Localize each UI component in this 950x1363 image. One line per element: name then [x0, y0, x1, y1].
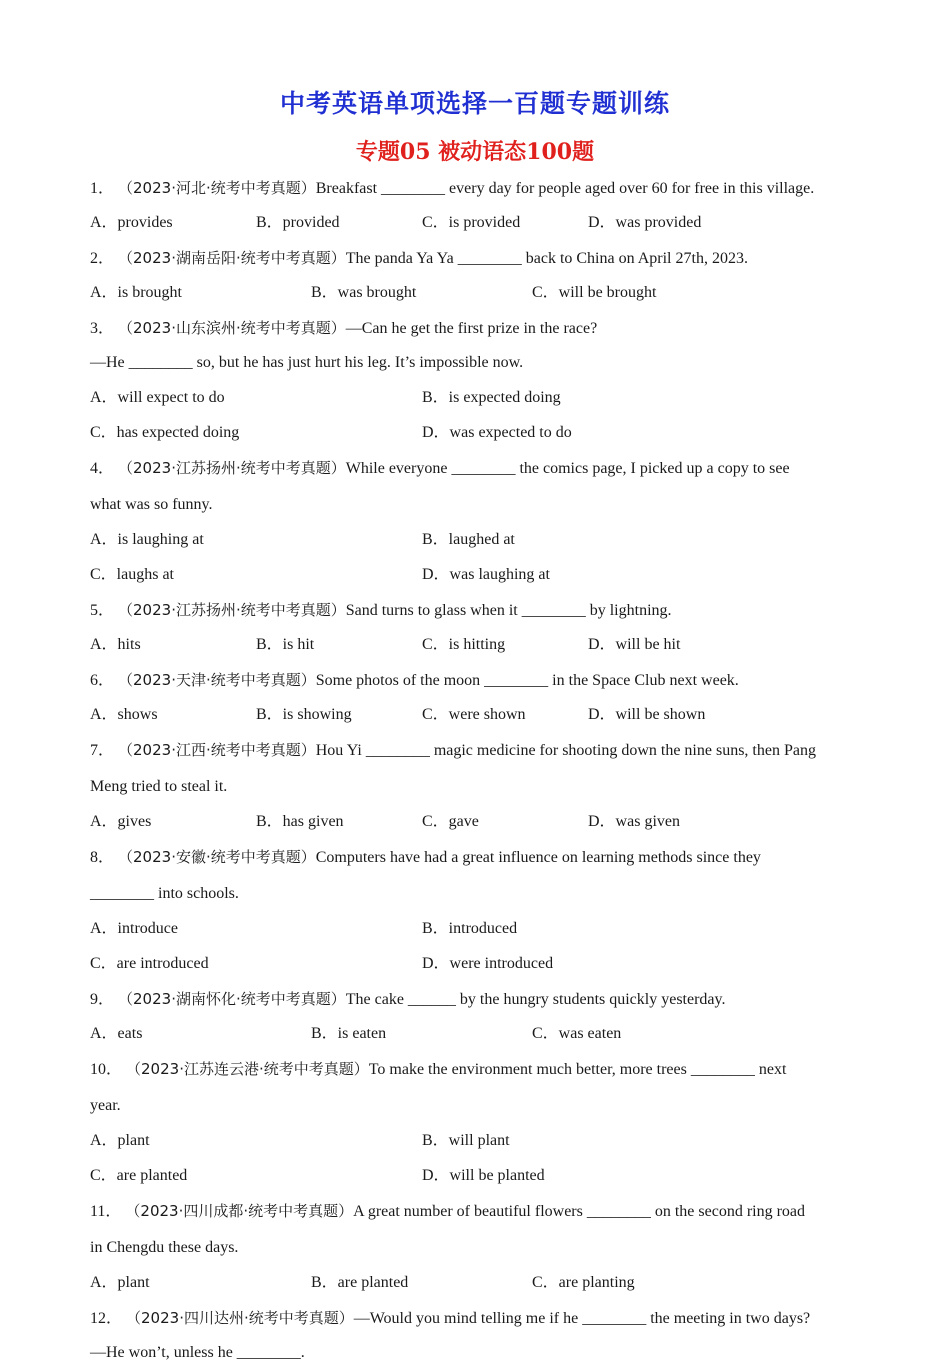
question-number: 4．	[90, 460, 119, 477]
option-a: A．will expect to do	[90, 389, 225, 406]
option-a: A．hits	[90, 636, 141, 653]
option-d: D．was expected to do	[422, 424, 572, 441]
option-b: B．will plant	[422, 1132, 510, 1149]
page-subtitle: 专题05 被动语态100题	[355, 139, 595, 165]
option-a: A．plant	[90, 1274, 150, 1291]
question-text: Some photos of the moon ________ in the Space Club next week.	[315, 672, 739, 689]
question-text: —He ________ so, but he has just hurt his leg. It’s impossible now.	[90, 354, 524, 371]
option-b: B．has given	[256, 813, 344, 830]
option-d: D．will be hit	[588, 636, 681, 653]
question-number: 8．	[90, 849, 119, 866]
question-text: ________ into schools.	[90, 885, 239, 902]
option-b: B．is hit	[256, 636, 315, 653]
page-title: 中考英语单项选择一百题专题训练	[279, 89, 670, 118]
option-c: C．has expected doing	[90, 424, 240, 441]
question-text: —He won’t, unless he ________.	[90, 1344, 305, 1361]
question-text: year.	[90, 1097, 121, 1114]
question-number: 1．	[90, 180, 119, 197]
question-stem	[90, 600, 860, 621]
question-text: Sand turns to glass when it ________ by lightning.	[345, 602, 672, 619]
question-stem-continuation	[90, 1238, 860, 1258]
question-source: （2023·湖南怀化·统考中考真题）	[118, 990, 346, 1008]
option-c: C．will be brought	[532, 284, 657, 301]
option-a: A．eats	[90, 1025, 143, 1042]
question-text: The panda Ya Ya ________ back to China on April 27th, 2023.	[345, 250, 748, 267]
question-stem	[90, 458, 860, 479]
question-source: （2023·天津·统考中考真题）	[118, 671, 316, 689]
option-c: C．is hitting	[422, 636, 506, 653]
option-b: B．provided	[256, 214, 340, 231]
question-stem-continuation	[90, 495, 860, 515]
question-source: （2023·四川成都·统考中考真题）	[125, 1202, 354, 1220]
question-source: （2023·湖南岳阳·统考中考真题）	[118, 249, 346, 267]
question-stem	[90, 740, 860, 761]
option-d: D．was given	[588, 813, 680, 830]
question-source: （2023·江西·统考中考真题）	[118, 741, 316, 759]
option-b: B．are planted	[311, 1274, 409, 1291]
option-c: C．is provided	[422, 214, 521, 231]
question-number: 9．	[90, 991, 119, 1008]
option-c: C．are planted	[90, 1167, 188, 1184]
option-b: B．was brought	[311, 284, 417, 301]
option-c: C．laughs at	[90, 566, 174, 583]
question-stem	[90, 847, 860, 868]
option-a: A．gives	[90, 813, 152, 830]
question-number: 10．	[90, 1061, 127, 1078]
question-number: 2．	[90, 250, 119, 267]
question-text: what was so funny.	[90, 496, 213, 513]
question-stem-continuation	[90, 1096, 860, 1116]
option-a: A．shows	[90, 706, 158, 723]
option-a: A．is laughing at	[90, 531, 204, 548]
option-a: A．provides	[90, 214, 173, 231]
question-source: （2023·河北·统考中考真题）	[118, 179, 316, 197]
question-text: To make the environment much better, more trees ________ next	[368, 1061, 787, 1078]
option-b: B．is eaten	[311, 1025, 387, 1042]
option-c: C．was eaten	[532, 1025, 622, 1042]
option-b: B．introduced	[422, 920, 518, 937]
option-a: A．introduce	[90, 920, 178, 937]
question-stem	[90, 1059, 860, 1080]
question-stem	[90, 178, 860, 199]
question-stem-continuation	[90, 1343, 860, 1363]
question-stem	[90, 989, 860, 1010]
question-text: While everyone ________ the comics page, I picked up a copy to see	[345, 460, 790, 477]
option-b: B．laughed at	[422, 531, 515, 548]
question-source: （2023·江苏扬州·统考中考真题）	[118, 601, 346, 619]
option-d: D．were introduced	[422, 955, 554, 972]
option-d: D．was provided	[588, 214, 702, 231]
option-b: B．is expected doing	[422, 389, 561, 406]
question-text: in Chengdu these days.	[90, 1239, 239, 1256]
question-source: （2023·山东滨州·统考中考真题）	[118, 319, 346, 337]
question-number: 7．	[90, 742, 119, 759]
question-source: （2023·江苏连云港·统考中考真题）	[126, 1060, 369, 1078]
question-text: Hou Yi ________ magic medicine for shooting down the nine suns, then Pang	[315, 742, 816, 759]
question-text: Breakfast ________ every day for people aged over 60 for free in this village.	[315, 180, 815, 197]
option-a: A．plant	[90, 1132, 150, 1149]
question-source: （2023·四川达州·统考中考真题）	[126, 1309, 354, 1327]
question-number: 12．	[90, 1310, 127, 1327]
question-stem-continuation	[90, 884, 860, 904]
option-c: C．gave	[422, 813, 479, 830]
question-text: A great number of beautiful flowers ________ on the second ring road	[353, 1203, 806, 1220]
option-c: C．are introduced	[90, 955, 209, 972]
question-stem-continuation	[90, 353, 860, 373]
question-text: Computers have had a great influence on learning methods since they	[315, 849, 761, 866]
question-text: Meng tried to steal it.	[90, 778, 228, 795]
option-a: A．is brought	[90, 284, 183, 301]
question-stem	[90, 248, 860, 269]
question-number: 6．	[90, 672, 119, 689]
option-b: B．is showing	[256, 706, 352, 723]
option-d: D．will be shown	[588, 706, 706, 723]
question-number: 11．	[90, 1203, 126, 1220]
question-source: （2023·安徽·统考中考真题）	[118, 848, 316, 866]
question-stem	[90, 1201, 860, 1222]
question-text: The cake ______ by the hungry students quickly yesterday.	[345, 991, 726, 1008]
question-text: —Can he get the first prize in the race?	[345, 320, 598, 337]
question-stem	[90, 670, 860, 691]
question-stem-continuation	[90, 777, 860, 797]
question-stem	[90, 1308, 860, 1329]
question-source: （2023·江苏扬州·统考中考真题）	[118, 459, 346, 477]
option-d: D．will be planted	[422, 1167, 545, 1184]
question-number: 5．	[90, 602, 119, 619]
question-text: —Would you mind telling me if he ________ the meeting in two days?	[353, 1310, 811, 1327]
question-number: 3．	[90, 320, 119, 337]
option-c: C．are planting	[532, 1274, 635, 1291]
option-d: D．was laughing at	[422, 566, 550, 583]
option-c: C．were shown	[422, 706, 526, 723]
question-stem	[90, 318, 860, 339]
